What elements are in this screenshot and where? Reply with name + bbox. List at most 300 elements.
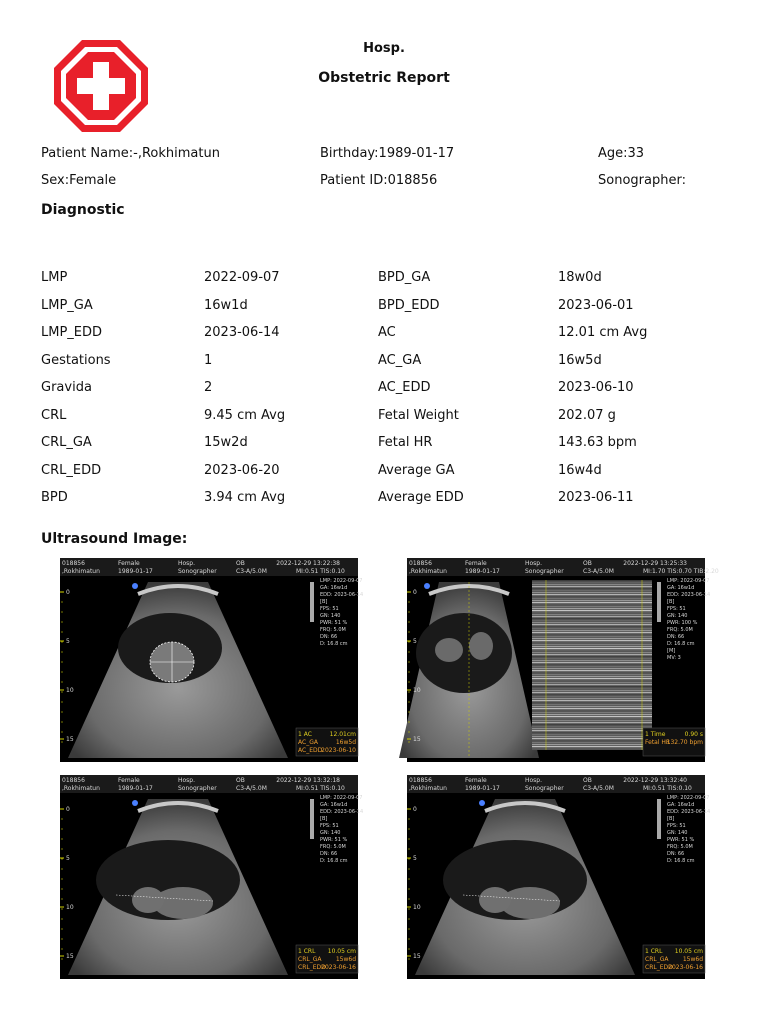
m-mode-band xyxy=(532,716,652,717)
depth-dot xyxy=(61,731,62,732)
m-mode-band xyxy=(532,650,652,651)
measurement-label: CRL_GA xyxy=(298,956,322,963)
grayscale-bar xyxy=(657,799,661,839)
side-panel-text: GN: 140 xyxy=(667,830,688,836)
grayscale-bar xyxy=(657,582,661,622)
m-mode-band xyxy=(532,628,652,629)
side-panel-text: GN: 140 xyxy=(320,830,341,836)
m-mode-band xyxy=(532,688,652,689)
measurement-value: 2023-06-16 xyxy=(668,964,703,971)
m-mode-band xyxy=(532,654,652,655)
m-mode-band xyxy=(532,722,652,723)
m-mode-band xyxy=(532,636,652,637)
depth-dot xyxy=(408,741,409,742)
m-mode-band xyxy=(532,612,652,613)
diagnostic-label: CRL xyxy=(41,407,67,423)
ultrasound-overlay-text: C3-A/5.0M xyxy=(583,785,614,792)
side-panel-text: EDD: 2023-06-14 xyxy=(667,809,711,815)
m-mode-band xyxy=(532,696,652,697)
side-panel-text: D: 16.8 cm xyxy=(320,641,348,647)
orientation-marker-icon xyxy=(132,583,138,589)
m-mode-band xyxy=(532,666,652,667)
diagnostic-label: Gestations xyxy=(41,352,111,368)
m-mode-band xyxy=(532,726,652,727)
grayscale-bar xyxy=(310,799,314,839)
depth-dot xyxy=(408,948,409,949)
side-panel-text: PWR: 51 % xyxy=(320,837,348,843)
side-panel-text: FRQ: 5.0M xyxy=(320,844,346,850)
patient-name: Patient Name:-,Rokhimatun xyxy=(41,146,220,161)
diagnostic-label: LMP_GA xyxy=(41,297,93,313)
depth-label: 10 xyxy=(413,904,421,911)
m-mode-band xyxy=(532,614,652,615)
ultrasound-overlay-text: Hosp. xyxy=(525,777,543,784)
diagnostic-value: 3.94 cm Avg xyxy=(204,490,286,505)
diagnostic-value: 2 xyxy=(204,380,213,395)
depth-dot xyxy=(61,641,62,642)
m-mode-band xyxy=(532,638,652,639)
ultrasound-overlay-text: 1989-01-17 xyxy=(118,568,153,575)
depth-dot xyxy=(61,828,62,829)
depth-label: 0 xyxy=(66,589,70,596)
depth-dot xyxy=(61,868,62,869)
side-panel-text: GA: 16w1d xyxy=(320,585,348,591)
ultrasound-overlay-text: 2022-12-29 13:22:38 xyxy=(276,560,340,567)
diagnostic-heading: Diagnostic xyxy=(41,202,125,218)
ultrasound-overlay-text: Female xyxy=(465,777,487,784)
measurement-value: 10.05 cm xyxy=(674,948,703,955)
measurement-label: 1 AC xyxy=(298,731,312,738)
m-mode-band xyxy=(532,590,652,591)
side-panel-text: EDD: 2023-06-14 xyxy=(667,592,711,598)
ultrasound-overlay-text: MI:1.70 TIS:0.70 TIB:2.20 xyxy=(643,568,719,575)
diagnostic-value: 2023-06-11 xyxy=(558,490,634,505)
m-mode-band xyxy=(532,664,652,665)
m-mode-band xyxy=(532,728,652,729)
m-mode-band xyxy=(532,698,652,699)
m-mode-band xyxy=(532,740,652,741)
diagnostic-value: 2023-06-20 xyxy=(204,462,280,478)
m-mode-band xyxy=(532,724,652,725)
depth-label: 0 xyxy=(66,806,70,813)
diagnostic-value: 1 xyxy=(204,352,213,368)
depth-label: 10 xyxy=(66,687,74,694)
m-mode-band xyxy=(532,600,652,601)
depth-label: 15 xyxy=(66,953,74,960)
patient-sex: Sex:Female xyxy=(41,173,117,188)
ultrasound-overlay-text: C3-A/5.0M xyxy=(236,568,267,575)
m-mode-band xyxy=(532,736,652,737)
depth-label: 15 xyxy=(66,736,74,743)
depth-dot xyxy=(408,661,409,662)
ultrasound-overlay-text: Sonographer xyxy=(525,785,564,792)
depth-dot xyxy=(61,701,62,702)
depth-dot xyxy=(408,838,409,839)
m-mode-band xyxy=(532,608,652,609)
measurement-label: 1 CRL xyxy=(298,948,316,955)
diagnostic-label: AC_EDD xyxy=(378,380,431,395)
ultrasound-image-crl-1 xyxy=(60,775,364,979)
depth-dot xyxy=(408,898,409,899)
m-mode-band xyxy=(532,690,652,691)
m-mode-band xyxy=(532,596,652,597)
depth-dot xyxy=(408,848,409,849)
measurement-label: 1 CRL xyxy=(645,948,663,955)
ultrasound-overlay-text: 018856 xyxy=(409,560,432,567)
depth-dot xyxy=(61,651,62,652)
diagnostic-value: 2023-06-14 xyxy=(204,325,280,340)
m-mode-band xyxy=(532,586,652,587)
ultrasound-overlay-text: 018856 xyxy=(62,777,85,784)
side-panel-text: LMP: 2022-09-07 xyxy=(667,578,710,584)
m-mode-band xyxy=(532,640,652,641)
diagnostic-value: 16w1d xyxy=(204,297,248,313)
m-mode-band xyxy=(532,630,652,631)
fetal-head xyxy=(132,887,164,913)
side-panel-text: DN: 66 xyxy=(320,851,338,857)
measurement-label: CRL_EDD xyxy=(298,964,326,971)
diagnostic-label: BPD_GA xyxy=(378,270,431,285)
ultrasound-overlay-text: OB xyxy=(583,777,592,784)
m-mode-band xyxy=(532,604,652,605)
orientation-marker-icon xyxy=(479,800,485,806)
diagnostic-label: Fetal Weight xyxy=(378,407,459,423)
depth-dot xyxy=(408,818,409,819)
measurement-value: 12.01cm xyxy=(329,731,356,738)
fetal-body xyxy=(435,638,463,662)
depth-dot xyxy=(408,958,409,959)
grayscale-bar xyxy=(310,582,314,622)
diagnostic-label: Gravida xyxy=(41,380,92,395)
m-mode-band xyxy=(532,598,652,599)
depth-dot xyxy=(408,938,409,939)
m-mode-band xyxy=(532,606,652,607)
ultrasound-overlay-text: ,Rokhimatun xyxy=(62,568,100,575)
measurement-value: 0.90 s xyxy=(684,731,703,738)
diagnostic-label: LMP xyxy=(41,270,68,285)
side-panel-text: GA: 16w1d xyxy=(667,585,695,591)
depth-dot xyxy=(61,661,62,662)
depth-label: 15 xyxy=(413,736,421,743)
ultrasound-overlay-text: ,Rokhimatun xyxy=(409,785,447,792)
ultrasound-overlay-text: OB xyxy=(236,777,245,784)
sonographer: Sonographer: xyxy=(598,173,686,188)
depth-dot xyxy=(408,928,409,929)
m-mode-band xyxy=(532,746,652,747)
side-panel-text: MV: 3 xyxy=(667,655,681,661)
side-panel-text: EDD: 2023-06-14 xyxy=(320,592,364,598)
diagnostic-value: 2022-09-07 xyxy=(204,270,280,285)
measurement-value: 2023-06-10 xyxy=(321,747,356,754)
diagnostic-label: AC_GA xyxy=(378,352,422,368)
depth-dot xyxy=(61,838,62,839)
ultrasound-image-crl-2 xyxy=(407,775,711,979)
side-panel-text: DN: 66 xyxy=(320,634,338,640)
side-panel-text: FPS: 51 xyxy=(320,823,339,829)
m-mode-band xyxy=(532,632,652,633)
ultrasound-overlay-text: ,Rokhimatun xyxy=(409,568,447,575)
depth-dot xyxy=(61,611,62,612)
ultrasound-overlay-text: 2022-12-29 13:32:18 xyxy=(276,777,340,784)
ultrasound-overlay-text: 2022-12-29 13:32:40 xyxy=(623,777,687,784)
m-mode-band xyxy=(532,676,652,677)
m-mode-band xyxy=(532,674,652,675)
ultrasound-overlay-text: MI:0.51 TIS:0.10 xyxy=(296,785,345,792)
measurement-value: 10.05 cm xyxy=(327,948,356,955)
ultrasound-overlay-text: ,Rokhimatun xyxy=(62,785,100,792)
m-mode-band xyxy=(532,748,652,749)
m-mode-band xyxy=(532,706,652,707)
measurement-value: 15w6d xyxy=(682,956,703,963)
diagnostic-value: 202.07 g xyxy=(558,407,616,423)
depth-dot xyxy=(408,808,409,809)
m-mode-band xyxy=(532,712,652,713)
depth-dot xyxy=(61,711,62,712)
side-panel-text: D: 16.8 cm xyxy=(667,858,695,864)
patient-id: Patient ID:018856 xyxy=(320,173,438,188)
side-panel-text: PWR: 51 % xyxy=(320,620,348,626)
ultrasound-image-ac xyxy=(60,558,364,762)
m-mode-band xyxy=(532,670,652,671)
depth-dot xyxy=(61,621,62,622)
fetal-body xyxy=(469,632,493,660)
m-mode-band xyxy=(532,680,652,681)
m-mode-band xyxy=(532,708,652,709)
ultrasound-overlay-text: 018856 xyxy=(62,560,85,567)
m-mode-band xyxy=(532,602,652,603)
depth-dot xyxy=(408,908,409,909)
depth-dot xyxy=(408,671,409,672)
diagnostic-value: 15w2d xyxy=(204,435,248,450)
side-panel-text: DN: 66 xyxy=(667,851,685,857)
orientation-marker-icon xyxy=(424,583,430,589)
depth-dot xyxy=(61,721,62,722)
measurement-value: 16w5d xyxy=(335,739,356,746)
depth-dot xyxy=(408,621,409,622)
depth-dot xyxy=(408,828,409,829)
m-mode-band xyxy=(532,592,652,593)
m-mode-band xyxy=(532,672,652,673)
ultrasound-overlay-text: Sonographer xyxy=(525,568,564,575)
side-panel-text: GN: 140 xyxy=(667,613,688,619)
m-mode-band xyxy=(532,584,652,585)
depth-dot xyxy=(408,701,409,702)
depth-dot xyxy=(61,938,62,939)
amniotic-region xyxy=(416,613,512,693)
depth-dot xyxy=(408,601,409,602)
depth-dot xyxy=(408,888,409,889)
diagnostic-value: 16w5d xyxy=(558,352,602,368)
depth-label: 0 xyxy=(413,806,417,813)
diagnostic-label: LMP_EDD xyxy=(41,325,103,340)
m-mode-band xyxy=(532,646,652,647)
m-mode-band xyxy=(532,620,652,621)
depth-dot xyxy=(61,691,62,692)
ultrasound-overlay-text: Hosp. xyxy=(525,560,543,567)
diagnostic-value: 16w4d xyxy=(558,462,602,478)
diagnostic-label: Average GA xyxy=(378,462,455,478)
depth-dot xyxy=(61,948,62,949)
ultrasound-overlay-text: Sonographer xyxy=(178,568,217,575)
measurement-label: 1 Time xyxy=(645,731,666,738)
depth-label: 5 xyxy=(66,638,70,645)
side-panel-text: FPS: 51 xyxy=(320,606,339,612)
side-panel-text: [B] xyxy=(320,599,328,605)
ultrasound-overlay-text: C3-A/5.0M xyxy=(236,785,267,792)
depth-dot xyxy=(61,878,62,879)
measurement-label: CRL_EDD xyxy=(645,964,673,971)
side-panel-text: [B] xyxy=(667,816,675,822)
m-mode-band xyxy=(532,634,652,635)
side-panel-text: D: 16.8 cm xyxy=(320,858,348,864)
m-mode-band xyxy=(532,658,652,659)
side-panel-text: [B] xyxy=(667,599,675,605)
depth-label: 5 xyxy=(413,638,417,645)
fetal-head xyxy=(479,887,511,913)
depth-dot xyxy=(61,848,62,849)
depth-dot xyxy=(408,711,409,712)
depth-dot xyxy=(61,681,62,682)
measurement-label: AC_GA xyxy=(298,739,318,746)
ultrasound-overlay-text: 018856 xyxy=(409,777,432,784)
m-mode-band xyxy=(532,684,652,685)
depth-label: 0 xyxy=(413,589,417,596)
m-mode-band xyxy=(532,662,652,663)
m-mode-band xyxy=(532,582,652,583)
side-panel-text: [M] xyxy=(667,648,676,654)
m-mode-band xyxy=(532,710,652,711)
m-mode-band xyxy=(532,624,652,625)
measurement-label: AC_EDD xyxy=(298,747,323,754)
depth-dot xyxy=(61,888,62,889)
diagnostic-value: 9.45 cm Avg xyxy=(204,407,286,423)
m-mode-band xyxy=(532,704,652,705)
m-mode-band xyxy=(532,718,652,719)
m-mode-band xyxy=(532,738,652,739)
m-mode-band xyxy=(532,652,652,653)
diagnostic-label: AC xyxy=(378,325,396,340)
side-panel-text: FRQ: 5.0M xyxy=(667,844,693,850)
side-panel-text: PWR: 51 % xyxy=(667,837,695,843)
diagnostic-label: Average EDD xyxy=(378,490,464,505)
depth-label: 10 xyxy=(413,687,421,694)
ultrasound-overlay-text: OB xyxy=(236,560,245,567)
depth-dot xyxy=(61,898,62,899)
hospital-name: Hosp. xyxy=(363,41,405,56)
report-title: Obstetric Report xyxy=(318,70,450,86)
depth-dot xyxy=(408,858,409,859)
m-mode-band xyxy=(532,720,652,721)
ultrasound-overlay-text: Female xyxy=(118,777,140,784)
m-mode-band xyxy=(532,622,652,623)
side-panel-text: [B] xyxy=(320,816,328,822)
m-mode-band xyxy=(532,668,652,669)
patient-birthday: Birthday:1989-01-17 xyxy=(320,146,455,161)
m-mode-band xyxy=(532,686,652,687)
depth-dot xyxy=(61,631,62,632)
ultrasound-overlay-text: MI:0.51 TIS:0.10 xyxy=(643,785,692,792)
m-mode-band xyxy=(532,644,652,645)
depth-dot xyxy=(408,631,409,632)
depth-dot xyxy=(408,681,409,682)
m-mode-band xyxy=(532,732,652,733)
diagnostic-value: 12.01 cm Avg xyxy=(558,325,648,340)
ultrasound-overlay-text: 1989-01-17 xyxy=(465,785,500,792)
side-panel-text: PWR: 100 % xyxy=(667,620,698,626)
depth-dot xyxy=(61,818,62,819)
m-mode-band xyxy=(532,656,652,657)
ultrasound-overlay-text: 1989-01-17 xyxy=(465,568,500,575)
diagnostic-label: BPD xyxy=(41,490,68,505)
m-mode-band xyxy=(532,588,652,589)
side-panel-text: D: 16.8 cm xyxy=(667,641,695,647)
m-mode-band xyxy=(532,714,652,715)
diagnostic-label: CRL_GA xyxy=(41,435,92,450)
ultrasound-heading: Ultrasound Image: xyxy=(41,531,188,547)
depth-label: 15 xyxy=(413,953,421,960)
ultrasound-image-fetal-hr xyxy=(407,558,719,762)
diagnostic-label: CRL_EDD xyxy=(41,462,102,478)
m-mode-band xyxy=(532,700,652,701)
depth-dot xyxy=(61,671,62,672)
m-mode-band xyxy=(532,734,652,735)
m-mode-band xyxy=(532,642,652,643)
m-mode-band xyxy=(532,660,652,661)
depth-dot xyxy=(408,641,409,642)
side-panel-text: FRQ: 5.0M xyxy=(667,627,693,633)
depth-dot xyxy=(61,928,62,929)
depth-label: 10 xyxy=(66,904,74,911)
ultrasound-overlay-text: Hosp. xyxy=(178,560,196,567)
diagnostic-value: 18w0d xyxy=(558,270,602,285)
ultrasound-overlay-text: MI:0.51 TIS:0.10 xyxy=(296,568,345,575)
m-mode-band xyxy=(532,744,652,745)
ultrasound-overlay-text: Hosp. xyxy=(178,777,196,784)
m-mode-band xyxy=(532,730,652,731)
m-mode-band xyxy=(532,618,652,619)
m-mode-band xyxy=(532,742,652,743)
depth-dot xyxy=(61,808,62,809)
ultrasound-overlay-text: Female xyxy=(465,560,487,567)
side-panel-text: FRQ: 5.0M xyxy=(320,627,346,633)
measurement-value: 2023-06-16 xyxy=(321,964,356,971)
side-panel-text: GN: 140 xyxy=(320,613,341,619)
depth-dot xyxy=(408,918,409,919)
diagnostic-label: BPD_EDD xyxy=(378,297,440,313)
ultrasound-overlay-text: Sonographer xyxy=(178,785,217,792)
m-mode-band xyxy=(532,678,652,679)
depth-dot xyxy=(408,868,409,869)
measurement-value: 132.70 bpm xyxy=(666,739,703,746)
m-mode-band xyxy=(532,648,652,649)
side-panel-text: GA: 16w1d xyxy=(320,802,348,808)
ultrasound-overlay-text: Female xyxy=(118,560,140,567)
side-panel-text: GA: 16w1d xyxy=(667,802,695,808)
m-mode-band xyxy=(532,692,652,693)
m-mode-band xyxy=(532,610,652,611)
m-mode-band xyxy=(532,694,652,695)
m-mode-band xyxy=(532,616,652,617)
side-panel-text: FPS: 51 xyxy=(667,823,686,829)
depth-dot xyxy=(61,858,62,859)
side-panel-text: LMP: 2022-09-07 xyxy=(667,795,710,801)
depth-dot xyxy=(408,611,409,612)
depth-dot xyxy=(408,731,409,732)
depth-label: 5 xyxy=(413,855,417,862)
depth-dot xyxy=(61,918,62,919)
depth-dot xyxy=(61,958,62,959)
depth-dot xyxy=(61,741,62,742)
